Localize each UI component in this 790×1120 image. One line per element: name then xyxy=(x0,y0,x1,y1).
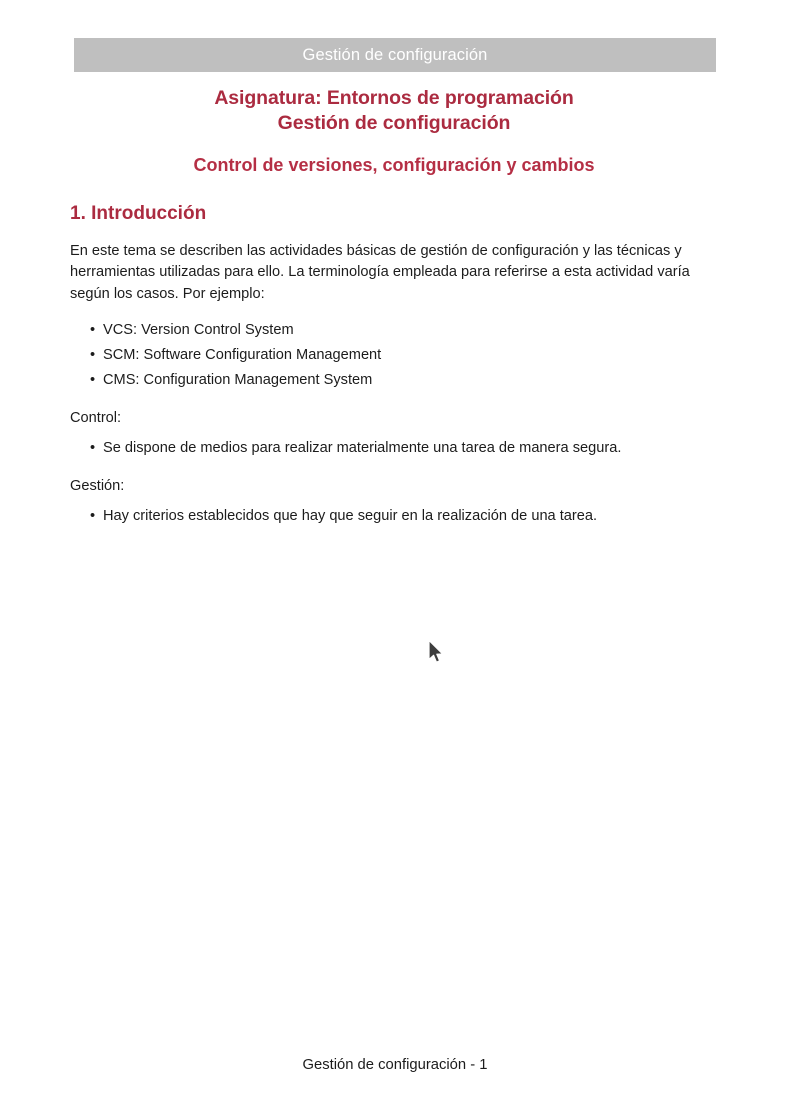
section-heading-introduccion: 1. Introducción xyxy=(70,203,207,224)
document-title-block xyxy=(70,86,718,136)
control-bullet-list xyxy=(70,438,718,459)
list-item xyxy=(70,506,718,527)
gestion-label: Gestión: xyxy=(70,477,125,494)
list-item-label: SCM: Software Configuration Management xyxy=(103,346,382,363)
arrow-pointer-icon xyxy=(427,639,445,665)
list-item-label: Hay criterios establecidos que hay que seguir en la realización de una tarea. xyxy=(103,507,598,524)
intro-paragraph: En este tema se describen las actividades básicas de gestión de configuración y las técnicas y herramientas utilizadas para ello. La terminología empleada para referirse a esta actividad varía según los casos. Por ejemplo: xyxy=(70,242,690,302)
document-subtitle: Control de versiones, configuración y cambios xyxy=(193,155,595,175)
bullet-icon: • xyxy=(90,507,96,524)
list-item xyxy=(70,320,718,341)
document-content xyxy=(70,86,718,527)
bullet-icon: • xyxy=(90,439,96,456)
running-header-text: Gestión de configuración xyxy=(302,45,488,64)
list-item xyxy=(70,438,718,459)
gestion-bullet-list xyxy=(70,506,718,527)
acronym-bullet-list xyxy=(70,320,718,391)
list-item xyxy=(70,345,718,366)
page-footer-text: Gestión de configuración - 1 xyxy=(302,1057,488,1073)
page-footer xyxy=(0,1055,790,1075)
bullet-icon: • xyxy=(90,346,96,363)
document-title-line-1: Asignatura: Entornos de programación xyxy=(214,87,574,109)
list-item xyxy=(70,370,718,391)
list-item-label: CMS: Configuration Management System xyxy=(103,371,373,388)
bullet-icon: • xyxy=(90,321,96,338)
control-label: Control: xyxy=(70,409,122,426)
list-item-label: Se dispone de medios para realizar materialmente una tarea de manera segura. xyxy=(103,439,622,456)
document-title-line-2: Gestión de configuración xyxy=(277,112,511,134)
bullet-icon: • xyxy=(90,371,96,388)
running-header-band xyxy=(74,38,716,72)
list-item-label: VCS: Version Control System xyxy=(103,321,294,338)
